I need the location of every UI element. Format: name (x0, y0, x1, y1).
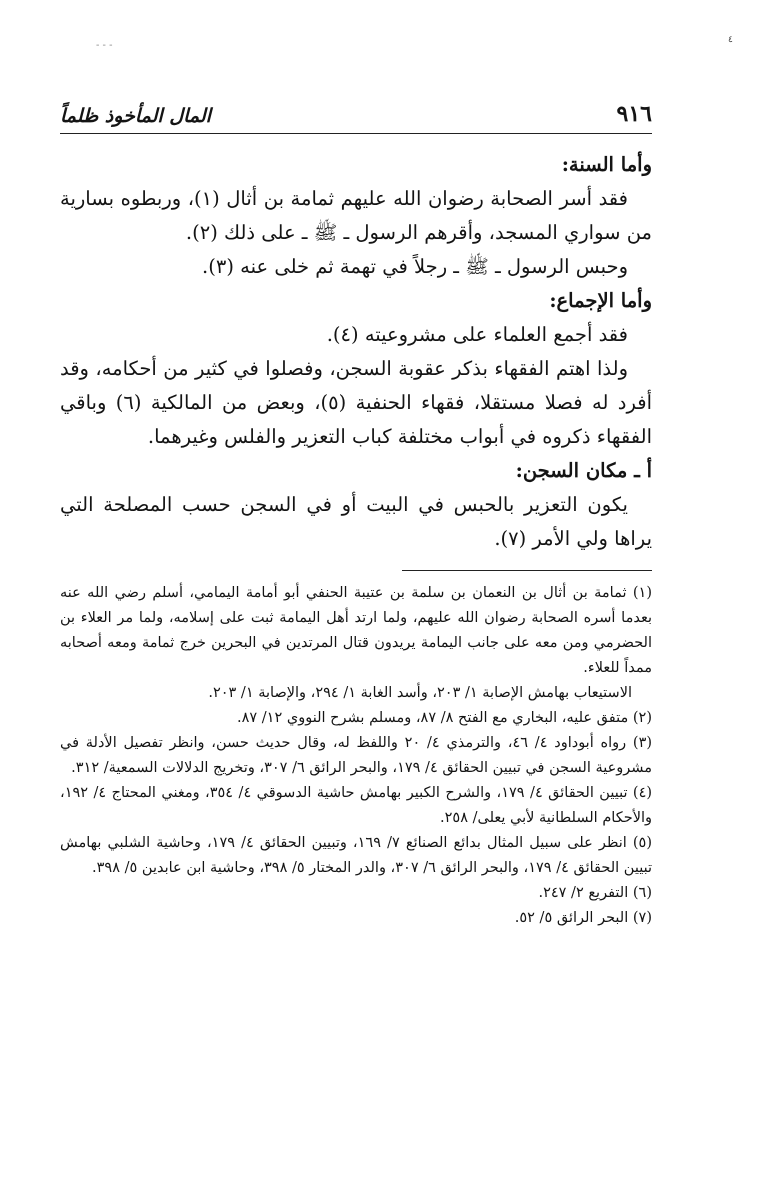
footnote: (٥) انظر على سبيل المثال بدائع الصنائع ٧/ ١٦٩، وتبيين الحقائق ٤/ ١٧٩، وحاشية الشلبي بهامش تبيين الحقائق ٤/ ١٧٩، والبحر الرائق ٦/ ٣٠٧، والدر المختار ٥/ ٣٩٨، وحاشية ابن عابدين ٥/ ٣٩٨. (60, 835, 652, 876)
section-heading: أ ـ مكان السجن: (515, 459, 652, 482)
scan-mark: ٤ (728, 35, 733, 45)
main-text (60, 148, 652, 556)
footnote: (٣) رواه أبوداود ٤/ ٤٦، والترمذي ٤/ ٢٠ واللفظ له، وقال حديث حسن، وانظر تفصيل الأدلة في مشروعية السجن في تبيين الحقائق ٤/ ١٧٩، والبحر الرائق ٦/ ٣٠٧، وتخريج الدلالات السمعية/ ٣١٢. (60, 735, 653, 776)
section-heading: وأما السنة: (561, 153, 652, 176)
scan-mark-dash: - - - (96, 40, 113, 51)
page-number: ٩١٦ (616, 101, 652, 127)
running-title: المال المأخوذ ظلماً (60, 105, 211, 127)
paragraph: فقد أجمع العلماء على مشروعيته (٤). (326, 323, 628, 346)
footnote: الاستيعاب بهامش الإصابة ١/ ٢٠٣، وأسد الغابة ١/ ٢٩٤، والإصابة ١/ ٢٠٣. (208, 685, 632, 701)
footnote: (٤) تبيين الحقائق ٤/ ١٧٩، والشرح الكبير بهامش حاشية الدسوقي ٤/ ٣٥٤، ومغني المحتاج ٤/ ١٩٢، والأحكام السلطانية لأبي يعلى/ ٢٥٨. (60, 785, 653, 826)
page-header (60, 95, 652, 134)
footnote: (٦) التفريع ٢/ ٢٤٧. (538, 885, 652, 901)
paragraph: وحبس الرسول ـ ﷺ ـ رجلاً في تهمة ثم خلى عنه (٣). (202, 255, 628, 278)
footnote: (١) ثمامة بن أثال بن النعمان بن سلمة بن عتيبة الحنفي أبو أمامة اليمامي، أسلم رضي الله عنه بعدما أسره الصحابة رضوان الله عليهم، ولما ارتد أهل اليمامة ثبت على إسلامه، ولما مر العلاء بن الحضرمي ومن معه على جانب اليمامة يريدون قتال المرتدين في البحرين خرج ثمامة ومعه أصحابه ممداً للعلاء. (60, 585, 652, 676)
footnote: (٧) البحر الرائق ٥/ ٥٢. (514, 910, 652, 926)
footnote-separator (402, 570, 652, 571)
section-heading: وأما الإجماع: (549, 289, 652, 312)
paragraph: فقد أسر الصحابة رضوان الله عليهم ثمامة بن أثال (١)، وربطوه بسارية من سواري المسجد، وأقرهم الرسول ـ ﷺ ـ على ذلك (٢). (60, 187, 652, 244)
footnotes (60, 581, 652, 931)
paragraph: ولذا اهتم الفقهاء بذكر عقوبة السجن، وفصلوا في كثير من أحكامه، وقد أفرد له فصلا مستقلا، فقهاء الحنفية (٥)، وبعض من المالكية (٦) وباقي الفقهاء ذكروه في أبواب مختلفة كباب التعزير والفلس وغيرهما. (60, 357, 652, 448)
page (60, 95, 652, 931)
paragraph: يكون التعزير بالحبس في البيت أو في السجن حسب المصلحة التي يراها ولي الأمر (٧). (60, 493, 652, 550)
footnote: (٢) متفق عليه، البخاري مع الفتح ٨/ ٨٧، ومسلم بشرح النووي ١٢/ ٨٧. (236, 710, 652, 726)
